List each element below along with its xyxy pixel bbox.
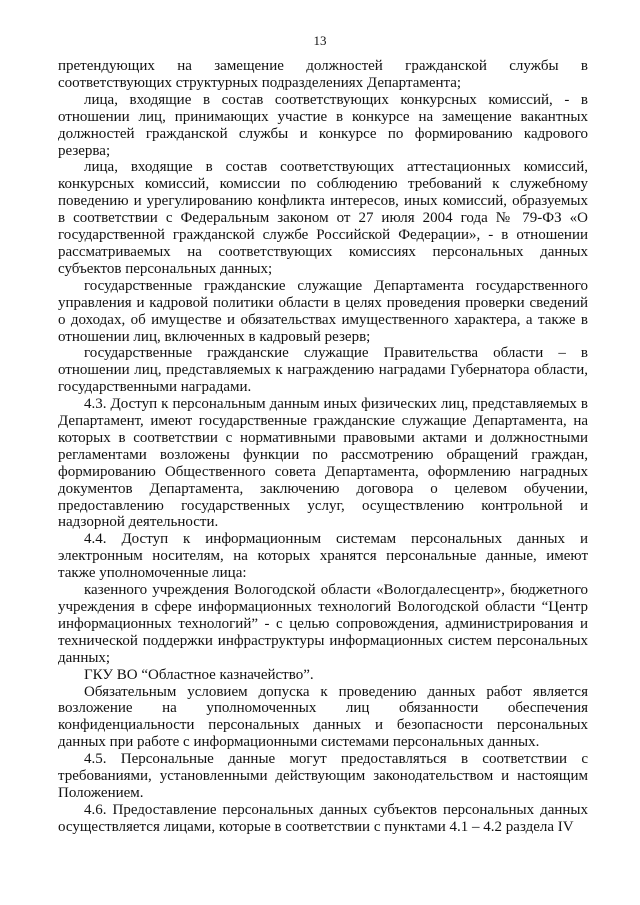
paragraph: ГКУ ВО “Областное казначейство”.: [84, 666, 314, 683]
section-4-3-paragraph: 4.3. Доступ к персональным данным иных физических лиц, представляемых в Департамент, имеют государственные гражданские служащие Департамента, на которых в соответствии с нормативными правовыми актами и должностными регламентами возложены функции по рассмотрению обращений граждан, формированию Общественного совета Департамента, оформлению наградных документов Департамента, заключению договора о целевом обучении, предоставлению государственных услуг, осуществлению контрольной и надзорной деятельности.: [58, 396, 588, 531]
section-4-5-paragraph: 4.5. Персональные данные могут предоставляться в соответствии с требованиями, установленными действующим законодательством и настоящим Положением.: [58, 751, 588, 801]
paragraph: казенного учреждения Вологодской области «Вологдалесцентр», бюджетного учреждения в сфере информационных технологий Вологодской области “Центр информационных технологий” - с целью сопровождения, администрирования и технической поддержки инфраструктуры информационных систем персональных данных;: [58, 582, 588, 666]
paragraph: лица, входящие в состав соответствующих аттестационных комиссий, конкурсных комиссий, комиссии по соблюдению требований к служебному поведению и урегулированию конфликта интересов, иных комиссий, образуемых в соответствии с Федеральным законом от 27 июля 2004 года № 79-ФЗ «О государственной гражданской службе Российской Федерации», - в отношении рассматриваемых на соответствующих комиссиях персональных данных субъектов персональных данных;: [58, 159, 588, 277]
paragraph: претендующих на замещение должностей гражданской службы в соответствующих структурных подразделениях Департамента;: [58, 58, 588, 91]
page-number: 13: [313, 33, 327, 48]
section-4-4-paragraph: 4.4. Доступ к информационным системам персональных данных и электронным носителям, на которых хранятся персональные данные, имеют также уполномоченные лица:: [58, 531, 588, 582]
paragraph: государственные гражданские служащие Правительства области – в отношении лиц, представляемых к награждению наградами Губернатора области, государственными наградами.: [58, 345, 588, 396]
section-4-6-paragraph: 4.6. Предоставление персональных данных субъектов персональных данных осуществляется лицами, которые в соответствии с пунктами 4.1 – 4.2 раздела IV: [58, 801, 588, 835]
paragraph: государственные гражданские служащие Департамента государственного управления и кадровой политики области в целях проведения проверки сведений о доходах, об имуществе и обязательствах имущественного характера, а также в отношении лиц, включенных в кадровый резерв;: [58, 277, 588, 345]
paragraph: Обязательным условием допуска к проведению данных работ является возложение на уполномоченных лиц обязанности обеспечения конфиденциальности персональных данных и безопасности персональных данных при работе с информационными системами персональных данных.: [58, 683, 588, 751]
body-text: [58, 58, 588, 836]
paragraph: лица, входящие в состав соответствующих конкурсных комиссий, - в отношении лиц, принимающих участие в конкурсе на замещение вакантных должностей гражданской службы и конкурсе по формированию кадрового резерва;: [58, 91, 588, 159]
